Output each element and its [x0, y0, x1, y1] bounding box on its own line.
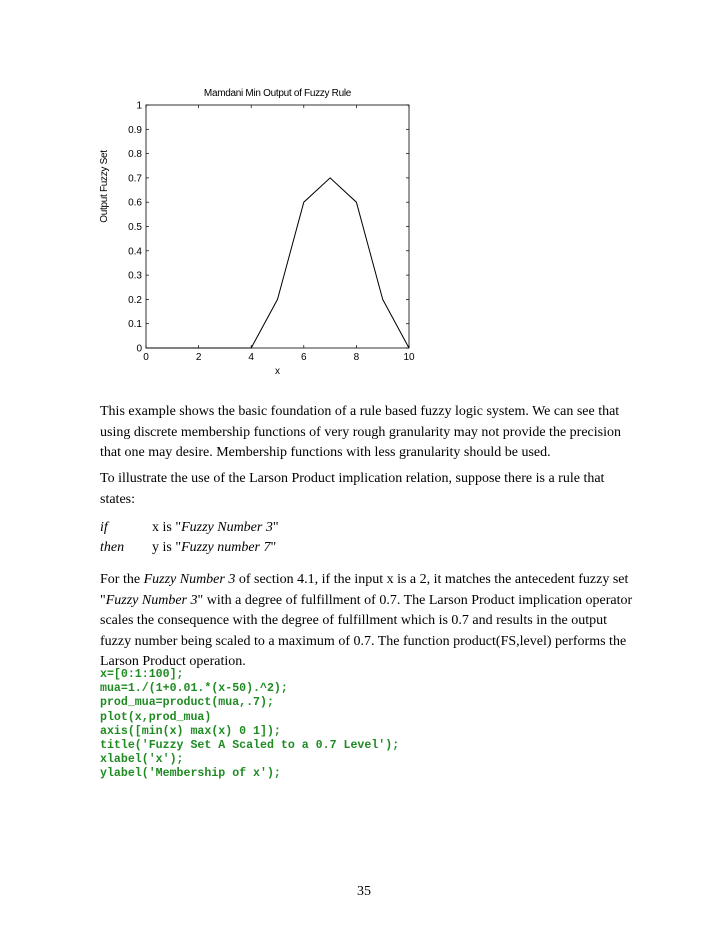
y-tick-label: 1: [136, 100, 142, 112]
fuzzy-rule: [100, 518, 279, 558]
y-tick-label: 0.4: [128, 246, 142, 258]
y-tick-label: 0.5: [128, 222, 142, 233]
series-line: [146, 178, 409, 348]
paragraph-2: To illustrate the use of the Larson Product implication relation, suppose there is a rule that states:: [100, 471, 605, 507]
x-tick-label: 0: [143, 352, 149, 363]
code-line: mua=1./(1+0.01.*(x-50).^2);: [100, 682, 288, 696]
rule-then-row: [100, 538, 279, 558]
rule-then-keyword: then: [100, 540, 125, 555]
matlab-code-block: [100, 668, 399, 782]
x-tick-label: 4: [248, 352, 254, 363]
code-line: xlabel('x');: [100, 753, 184, 767]
code-line: title('Fuzzy Set A Scaled to a 0.7 Level');: [100, 739, 400, 753]
p3-text-a: For the: [100, 572, 144, 587]
rule-if-suffix: ": [272, 520, 279, 535]
rule-if-prefix: x is ": [152, 520, 182, 535]
p3-text-e: " with a degree of fulfillment of 0.7. The Larson Product implication operator scales the consequence with the degree of fulfillment which is 0.7 and results in the output fuzzy number being scaled to a maximum of 0.7. The function product(FS,level) performs the Larson Product operation.: [100, 592, 633, 669]
y-tick-label: 0.2: [128, 294, 142, 306]
code-line: x=[0:1:100];: [100, 668, 184, 681]
code-line: prod_mua=product(mua,.7);: [100, 696, 274, 710]
rule-then-prefix: y is ": [152, 540, 182, 555]
chart-figure: [96, 82, 426, 382]
rule-then-value: Fuzzy number 7: [181, 540, 271, 555]
rule-if-value: Fuzzy Number 3: [181, 520, 273, 535]
plot-frame: [146, 105, 409, 348]
y-tick-label: 0.3: [128, 270, 142, 282]
y-tick-label: 0.7: [128, 173, 142, 185]
code-line: ylabel('Membership of x');: [100, 767, 281, 781]
y-tick-label: 0.6: [128, 197, 142, 209]
rule-if-keyword: if: [100, 520, 108, 535]
y-tick-label: 0: [136, 343, 142, 355]
y-tick-label: 0.8: [128, 149, 142, 161]
x-axis-label: x: [275, 366, 280, 377]
rule-then-suffix: ": [270, 540, 277, 555]
paragraph-1: This example shows the basic foundation of a rule based fuzzy logic system. We can see that using discrete membership functions of very rough granularity may not provide the precision that one may desire. Membership functions with less granularity should be used.: [100, 404, 621, 460]
code-line: axis([min(x) max(x) 0 1]);: [100, 724, 281, 738]
x-tick-label: 2: [195, 352, 202, 363]
p3-text-c: of section 4.1, if the input x is a 2, it matches the antecedent fuzzy set ": [100, 572, 629, 608]
paragraph-3: [100, 570, 640, 673]
chart-svg: [96, 82, 426, 382]
code-line: plot(x,prod_mua): [100, 710, 212, 724]
x-tick-label: 8: [353, 352, 360, 363]
y-tick-label: 0.9: [128, 124, 142, 136]
chart-title: Mamdani Min Output of Fuzzy Rule: [203, 88, 352, 99]
p3-italic-b: Fuzzy Number 3: [143, 572, 236, 587]
y-axis-label: Output Fuzzy Set: [99, 150, 110, 223]
x-tick-label: 6: [301, 352, 307, 363]
page-number: 35: [357, 884, 371, 899]
y-tick-label: 0.1: [128, 319, 142, 331]
p3-italic-d: Fuzzy Number 3: [105, 592, 198, 608]
x-tick-label: 10: [403, 352, 415, 363]
rule-if-row: [100, 518, 279, 538]
